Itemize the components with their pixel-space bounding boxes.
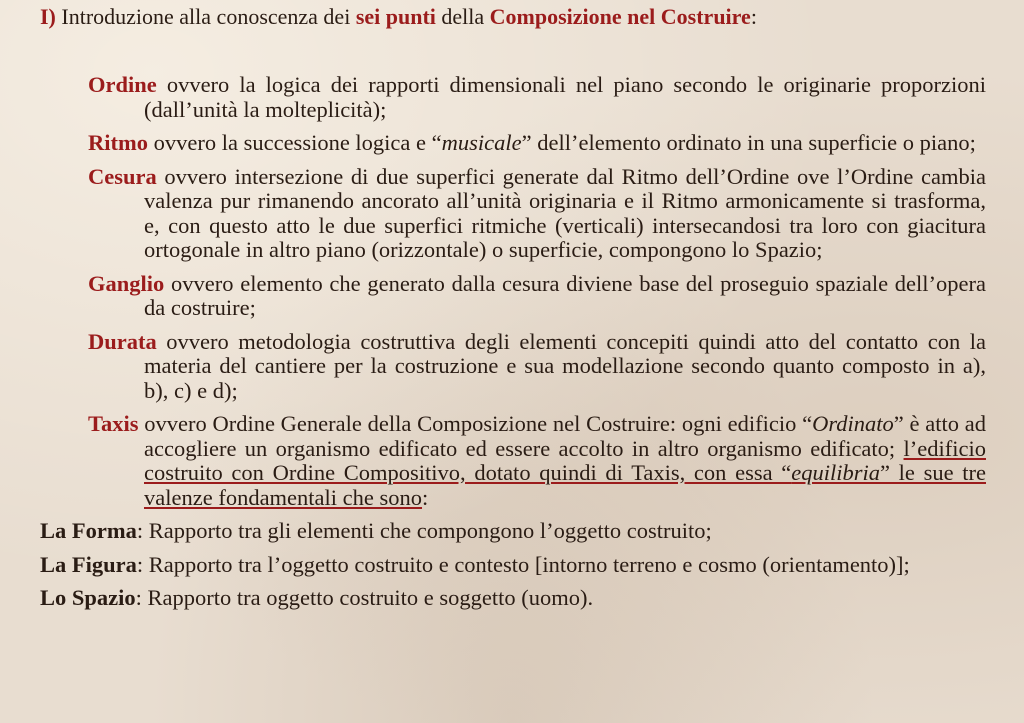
definition-taxis-emphasis-2: equilibria — [791, 460, 880, 485]
final-item-spazio — [40, 586, 986, 611]
definition-durata: ovvero metodologia costruttiva degli elementi concepiti quindi atto del contatto con la materia del cantiere per la costruzione e sua modellazione secondo quanto composto in a), b), c) e d); — [144, 328, 986, 403]
definition-taxis-1: ovvero Ordine Generale della Composizione nel Costruire: ogni edificio “ — [138, 411, 813, 436]
definition-taxis-3: : — [422, 484, 429, 510]
three-values-list — [40, 519, 986, 611]
definition-taxis-emphasis-1: Ordinato — [812, 411, 894, 436]
section-heading — [40, 4, 986, 30]
term-figura: La Figura — [40, 551, 137, 577]
definition-ritmo-emphasis: musicale — [441, 130, 522, 155]
heading-text-2: della — [435, 4, 490, 29]
definition-figura: : Rapporto tra l’oggetto costruito e contesto [intorno terreno e cosmo (orientamento)]; — [136, 551, 910, 577]
definition-ordine: ovvero la logica dei rapporti dimensionali nel piano secondo le originarie proporzioni (dall’unità la molteplicità); — [144, 72, 986, 122]
list-item-durata — [88, 330, 986, 404]
term-spazio: Lo Spazio — [40, 585, 136, 610]
list-item-ganglio — [88, 272, 986, 321]
list-item-cesura — [88, 165, 986, 263]
definition-ritmo-pre: ovvero la successione logica e “ — [148, 130, 442, 155]
final-item-figura — [40, 553, 986, 578]
heading-prefix: I) — [40, 4, 56, 29]
term-ganglio: Ganglio — [88, 270, 165, 296]
final-item-forma — [40, 519, 986, 544]
definition-taxis-underlined-2: ” le sue tre valenze fondamentali che sono — [144, 460, 986, 510]
definition-cesura: ovvero intersezione di due superfici generate dal Ritmo dell’Ordine ove l’Ordine cambia valenza pur rimanendo ancorato all’unità originaria e il Ritmo armonicamente si trasforma, e, con questo atto le due superfici ritmiche (verticali) intersecandosi tra loro con giacitura ortogonale in altro piano (orizzontale) o superficie, compongono lo Spazio; — [144, 163, 986, 262]
heading-bold-1: sei punti — [355, 4, 436, 29]
heading-bold-2: Composizione nel Costruire — [489, 4, 751, 29]
heading-text-1: Introduzione alla conoscenza dei — [55, 4, 356, 29]
term-durata: Durata — [88, 328, 157, 354]
heading-text-3: : — [750, 4, 757, 29]
list-item-ritmo — [88, 131, 986, 156]
term-ritmo: Ritmo — [88, 130, 148, 155]
term-forma: La Forma — [40, 518, 137, 543]
definition-taxis-underlined-1: l’edificio costruito con Ordine Compositivo, dotato quindi di Taxis, con essa “ — [144, 435, 986, 485]
list-item-taxis — [88, 412, 986, 510]
definition-spazio: : Rapporto tra oggetto costruito e soggetto (uomo). — [135, 585, 594, 610]
definition-taxis-2: ” è atto ad accogliere un organismo edificato ed essere accolto in altro organismo edificato; — [144, 411, 986, 461]
term-taxis: Taxis — [88, 411, 139, 436]
term-cesura: Cesura — [88, 163, 157, 189]
definition-forma: : Rapporto tra gli elementi che compongono l’oggetto costruito; — [136, 518, 712, 543]
term-ordine: Ordine — [88, 72, 157, 97]
definition-ganglio: ovvero elemento che generato dalla cesura diviene base del proseguio spaziale dell’opera da costruire; — [144, 270, 986, 320]
list-item-ordine — [88, 73, 986, 122]
six-points-list — [88, 73, 986, 510]
definition-ritmo-post: ” dell’elemento ordinato in una superficie o piano; — [521, 130, 976, 155]
